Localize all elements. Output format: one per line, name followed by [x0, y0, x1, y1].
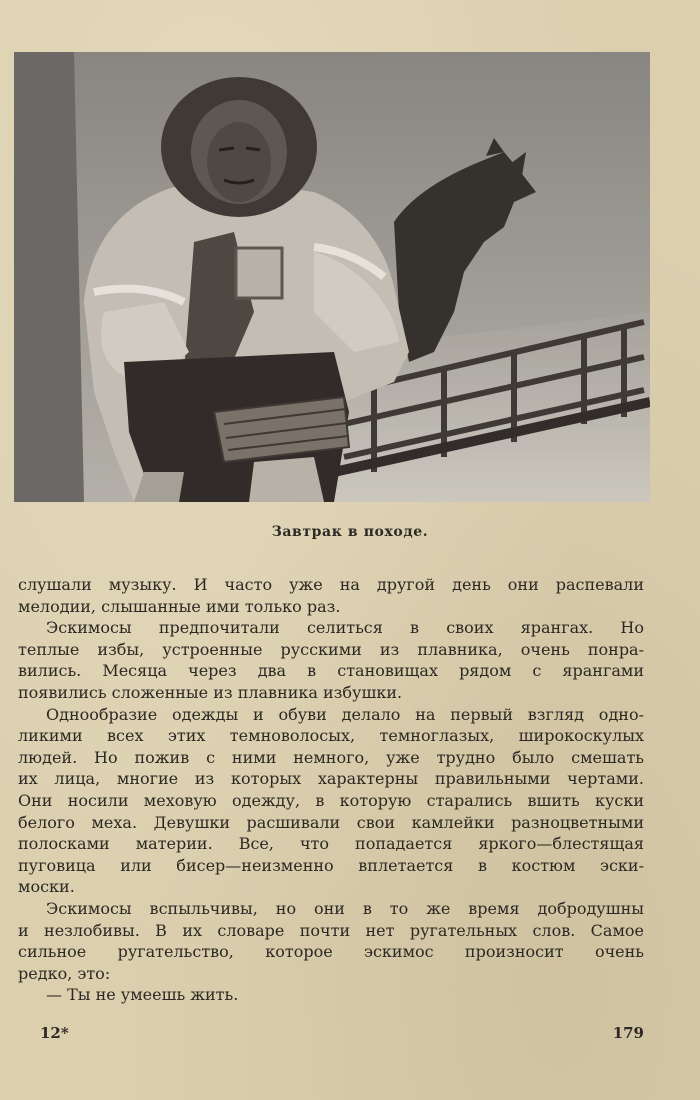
text-line: Они носили меховую одежду, в которую старались вшить куски: [18, 790, 644, 810]
paragraph: [18, 704, 644, 898]
photo: [14, 52, 650, 502]
text-line: Однообразие одежды и обуви делало на первый взгляд одно-: [46, 704, 644, 724]
text-line: слушали музыку. И часто уже на другой день они распевали: [18, 575, 644, 594]
text-line: вились. Месяца через два в становищах рядом с ярангами: [18, 661, 644, 681]
eskimo-with-dog-photo-icon: [14, 52, 650, 502]
text-line: Эскимосы вспыльчивы, но они в то же время добродушны: [46, 898, 644, 918]
paragraph: [18, 984, 644, 1006]
photo-caption: Завтрак в походе.: [271, 524, 429, 540]
text-line: — Ты не умеешь жить.: [46, 985, 239, 1005]
text-line: людей. Но пожив с ними немного, уже трудно было смешать: [18, 747, 644, 767]
text-line: пуговица или бисер—неизменно вплетается в костюм эски-: [18, 855, 644, 875]
text-line: редко, это:: [18, 963, 111, 983]
text-line: полосками материи. Все, что попадается яркого—блестящая: [18, 834, 644, 854]
text-line: ликими всех этих темноволосых, темноглазых, широкоскулых: [18, 726, 644, 746]
text-line: теплые избы, устроенные русскими из плавника, очень понра-: [18, 639, 644, 659]
text-line: Эскимосы предпочитали селиться в своих ярангах. Но: [46, 618, 644, 638]
text-line: моски.: [18, 877, 75, 897]
text-line: появились сложенные из плавника избушки.: [18, 682, 403, 702]
text-line: мелодии, слышанные ими только раз.: [18, 596, 341, 616]
paragraph: [18, 574, 644, 617]
text-line: белого меха. Девушки расшивали свои камлейки разноцветными: [18, 812, 644, 832]
page-number: 179: [612, 1024, 644, 1042]
body-text: [18, 574, 644, 1006]
paragraph: [18, 617, 644, 703]
text-line: их лица, многие из которых характерны правильными чертами.: [18, 769, 644, 789]
paragraph: [18, 898, 644, 984]
text-line: сильное ругательство, которое эскимос произносит очень: [18, 942, 644, 962]
printer-signature: 12*: [40, 1024, 69, 1042]
text-line: и незлобивы. В их словаре почти нет ругательных слов. Самое: [18, 920, 644, 940]
